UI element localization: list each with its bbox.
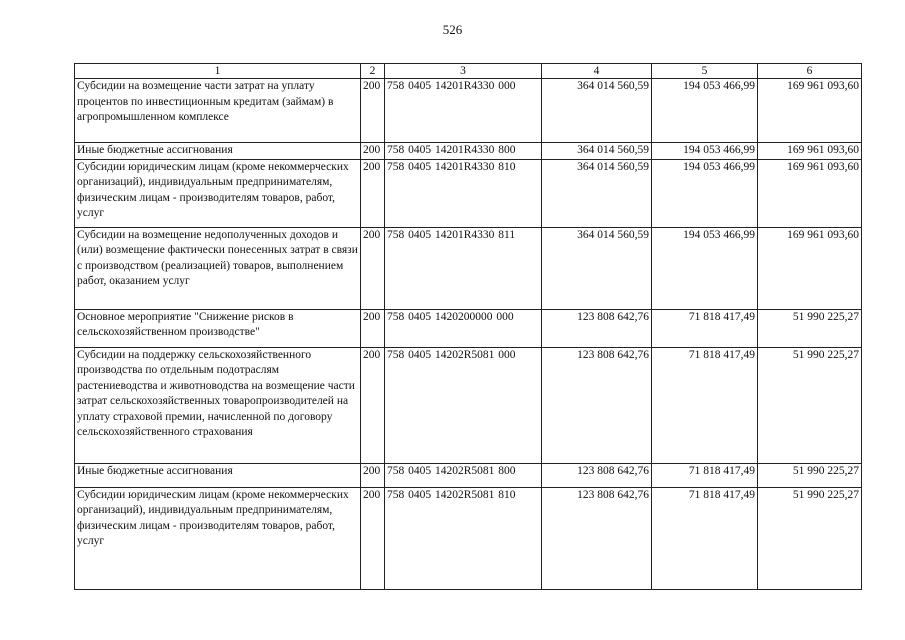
row-name: Иные бюджетные ассигнования [75,463,361,487]
row-name: Субсидии на возмещение части затрат на уплату процентов по инвестиционным кредитам (займам) в агропромышленном комплексе [75,79,361,143]
row-value-5: 71 818 417,49 [652,487,758,589]
row-classification: 758 0405 14202R5081 800 [385,463,542,487]
table-row [75,79,862,143]
row-value-4: 123 808 642,76 [542,487,652,589]
row-value-4: 123 808 642,76 [542,347,652,463]
table-row [75,487,862,589]
row-value-4: 364 014 560,59 [542,79,652,143]
row-value-5: 194 053 466,99 [652,227,758,309]
row-value-5: 194 053 466,99 [652,79,758,143]
row-code: 200 [361,487,385,589]
row-value-5: 194 053 466,99 [652,159,758,227]
row-name: Основное мероприятие "Снижение рисков в сельскохозяйственном производстве" [75,309,361,347]
row-value-5: 194 053 466,99 [652,143,758,160]
table-row [75,159,862,227]
row-name: Субсидии юридическим лицам (кроме некоммерческих организаций), индивидуальным предпринимателям, физическим лицам - производителям товаров, работ, услуг [75,487,361,589]
row-value-4: 123 808 642,76 [542,463,652,487]
row-value-6: 169 961 093,60 [758,227,862,309]
table-row [75,143,862,160]
budget-table [74,63,862,590]
row-value-6: 51 990 225,27 [758,487,862,589]
row-value-5: 71 818 417,49 [652,347,758,463]
table-row [75,309,862,347]
row-classification: 758 0405 1420200000 000 [385,309,542,347]
column-header-5: 5 [652,64,758,79]
row-value-4: 364 014 560,59 [542,159,652,227]
row-value-6: 51 990 225,27 [758,463,862,487]
column-header-1: 1 [75,64,361,79]
row-value-6: 169 961 093,60 [758,143,862,160]
row-code: 200 [361,227,385,309]
row-value-6: 51 990 225,27 [758,309,862,347]
row-classification: 758 0405 14201R4330 000 [385,79,542,143]
row-code: 200 [361,347,385,463]
row-classification: 758 0405 14202R5081 810 [385,487,542,589]
table-row [75,463,862,487]
row-code: 200 [361,309,385,347]
row-name: Субсидии на поддержку сельскохозяйственного производства по отдельным подотраслям растениеводства и животноводства на возмещение части затрат сельскохозяйственных товаропроизводителей на уплату страховой премии, начисленной по договору сельскохозяйственного страхования [75,347,361,463]
row-code: 200 [361,143,385,160]
row-value-4: 123 808 642,76 [542,309,652,347]
row-code: 200 [361,159,385,227]
row-value-4: 364 014 560,59 [542,143,652,160]
row-classification: 758 0405 14201R4330 800 [385,143,542,160]
row-value-6: 169 961 093,60 [758,159,862,227]
row-value-4: 364 014 560,59 [542,227,652,309]
row-value-5: 71 818 417,49 [652,309,758,347]
table-row [75,227,862,309]
row-code: 200 [361,79,385,143]
row-value-5: 71 818 417,49 [652,463,758,487]
table-header-row [75,64,862,79]
row-classification: 758 0405 14201R4330 811 [385,227,542,309]
row-name: Субсидии на возмещение недополученных доходов и (или) возмещение фактически понесенных затрат в связи с производством (реализацией) товаров, выполнением работ, оказанием услуг [75,227,361,309]
row-value-6: 169 961 093,60 [758,79,862,143]
column-header-2: 2 [361,64,385,79]
row-classification: 758 0405 14201R4330 810 [385,159,542,227]
row-code: 200 [361,463,385,487]
column-header-6: 6 [758,64,862,79]
row-classification: 758 0405 14202R5081 000 [385,347,542,463]
row-name: Субсидии юридическим лицам (кроме некоммерческих организаций), индивидуальным предпринимателям, физическим лицам - производителям товаров, работ, услуг [75,159,361,227]
table-row [75,347,862,463]
row-value-6: 51 990 225,27 [758,347,862,463]
page-number: 526 [442,22,463,37]
column-header-4: 4 [542,64,652,79]
column-header-3: 3 [385,64,542,79]
row-name: Иные бюджетные ассигнования [75,143,361,160]
